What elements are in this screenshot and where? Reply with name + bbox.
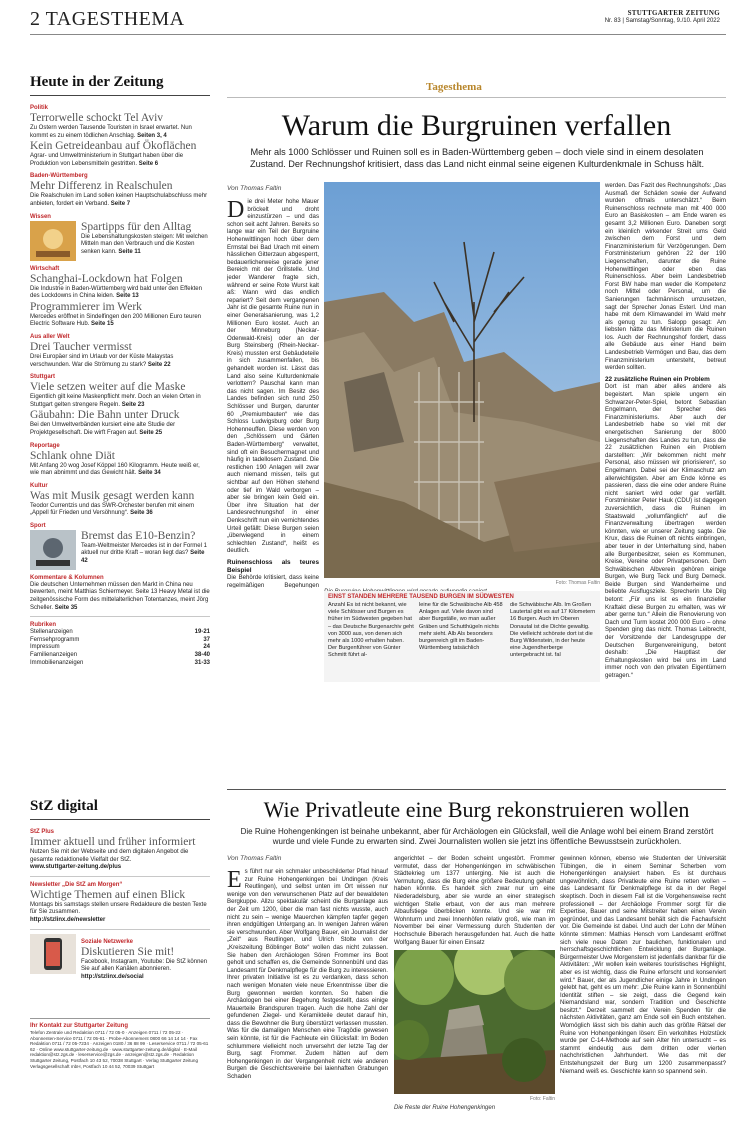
info-box-col: Anzahl Es ist nicht bekannt, wie viele Schlösser und Burgen es früher im Südwesten gegeben hat – das Deutsche Burgenarchiv geht von 3000 aus, von denen sich mehr als 1000 erhalten haben. Der Burgenführer von Günter Schmitt führt al- — [328, 602, 414, 659]
item-text-body: Eigentlich gilt keine Maskenpflicht mehr. Doch an vielen Orten in Stuttgart gelten strengere Regeln. — [30, 394, 201, 408]
contents-item[interactable] — [30, 172, 210, 208]
item-text — [81, 543, 210, 566]
item-text-body: Mercedes eröffnet in Sindelfingen den 200 Millionen Euro teuren Electric Software Hub. — [30, 313, 201, 328]
contact-title: Ihr Kontakt zur Stuttgarter Zeitung — [30, 1018, 210, 1030]
item-headline: Programmierer im Werk — [30, 300, 142, 313]
contact-box — [30, 1014, 210, 1069]
item-headline: Schanghai-Lockdown hat Folgen — [30, 272, 183, 285]
castle-ruin-photo — [324, 182, 600, 578]
rubrik-row — [30, 637, 210, 645]
divider — [30, 616, 210, 617]
divider — [30, 876, 210, 877]
item-text — [30, 125, 210, 140]
photo-illustration — [324, 182, 600, 578]
masthead — [605, 9, 720, 25]
paragraph: s führt nur ein schmaler unbeschilderter Pfad hinauf zur Ruine Hohengenkingen bei Undingen (Kreis Reutlingen), und selbst unten im Ort wissen nur wenige von den verwunschenen Platz auf der bewaldeten Bergkuppe. Allzu spektakulär scheint die Burganlage aus der Zeit um 1200, über die man fast nichts wusste, auch nicht zu sein – wenige Mauerchen kämpfen tapfer gegen ihren endgültigen Untergang an. In wenigen Jahren wären sie verschwunden. Aber Wolfgang Bauer, ein Journalist der „Zeit“ aus Reutlingen, und Ulrich Stolte von der „Kreiszeitung Böblinger Bote“ wollen das nicht zulassen. Sie haben den Archäologen Sören Frommer ins Boot geholt und schaffen es, die Gemeinde Sonnenbühl und das Landesamt für Denkmalpflege für die Burg zu interessieren. Ihrer privaten Initiative ist es zu verdanken, dass schon nach wenigen Monaten viele neue Erkenntnisse über die Burg gewonnen werden konnten. So haben die Archäologen bei einer Begehung festgestellt, dass einige Mauerteile Brandspuren tragen. Auch die hohe Zahl der gefundenen Ziegel- und Keramikteile deutet darauf hin, dass die Bewohner die Burg überstürzt verlassen mussten. Was für die damaligen Menschen eine Tragödie gewesen sein könnte, ist für die Fachleute ein Glücksfall: Im Boden schlummere vielleicht noch unversehrt der letzte Tag der Burg, sagt Frommer. Zudem hätten auf dem Hohengenkingen in der Vergangenheit nicht wie anderen Burgen die Geschichtsvereine bei laienhaften Grabungen Schaden — [227, 868, 388, 1081]
item-text — [81, 234, 210, 257]
rubrik-label: Stellenanzeigen — [30, 629, 73, 636]
promo-text: Facebook, Instagram, Youtube: Die StZ können Sie auf allen Kanälen abonnieren. — [81, 958, 208, 973]
item-headline: Viele setzen weiter auf die Maske — [30, 381, 186, 394]
header-divider — [30, 34, 726, 35]
issue-line: Nr. 83 | Samstag/Sonntag, 9./10. April 2022 — [604, 18, 720, 24]
article2-col3 — [560, 855, 726, 1115]
ruin-photo — [394, 950, 555, 1094]
divider — [227, 789, 726, 790]
rubrik-pages: 19-21 — [194, 629, 210, 636]
divider — [30, 929, 210, 930]
social-promo — [30, 934, 210, 982]
page-ref: Seite 35 — [54, 604, 78, 611]
section-label: Sport — [30, 522, 46, 529]
paragraph: ie drei Meter hohe Mauer bröckelt und droht einzustürzen – und das schon seit acht Jahren. Bereits so lange war ein Teil der Burgruine Hohenwittlingen hoch über dem Ermstal bei Bad Urach mit einem hässlichen Gitterzaun abgesperrt, bedauerlicherweise gerade jener Bereich mit der Grillstelle. Und jeder Wanderer fragte sich, während er seine Rote Wurst kalt aß: Wann wird das endlich repariert? Seit dem vergangenen Jahr ist die gesamte Ruine nun in einer Generalsanierung, was 1,2 Millionen Euro kostet. Auch an der Minneburg (Neckar-Odenwald-Kreis) oder an der Burg Steinsberg (Rhein-Neckar-Kreis) mussten erst Gebäudeteile in sich zusammenfallen, bis gehandelt worden ist. Lässt das Land also seine Kulturdenkmale verlottern? Pauschal kann man das nicht sagen. Im Besitz des Landes befinden sich rund 250 Schlösser und Burgen, darunter 60 „Premiumbauten“ wie das Schloss Ludwigsburg oder Burg Hohenneuffen. Diese werden von den „Schlössern und Gärten Baden-Württemberg“ verwaltet, sind oft ein Besuchermagnet und häufig in tadellosem Zustand. Die restlichen 190 Anlagen will zwar auch niemand missen, teils gut sichtbar auf den Höhen stehend oder tief im Wald verborgen – aber sie bringen kein Geld ein. Über ihre Situation hat der Landesrechnungshof in einer Denkschrift nun ein vernichtendes Urteil gefällt: Diese Burgen seien „überwiegend in einem schlechten Zustand“, heißt es deutlich. — [227, 198, 319, 555]
rubriken-list — [30, 629, 210, 667]
subheading: 22 zusätzliche Ruinen ein Problem — [605, 375, 710, 383]
section-label: Kultur — [30, 482, 48, 489]
byline: Von Thomas Faltin — [227, 855, 282, 862]
info-box-title: EINST STANDEN MEHRERE TAUSEND BURGEN IM SÜDWESTEN — [328, 594, 514, 600]
photo-credit: Foto: Faltin — [529, 1096, 555, 1102]
promo-headline: Diskutieren Sie mit! — [81, 945, 175, 958]
item-headline: Kein Getreideanbau auf Ökoflächen — [30, 140, 197, 153]
dropcap: E — [227, 868, 242, 893]
byline: Von Thomas Faltin — [227, 185, 282, 192]
deck: Mehr als 1000 Schlösser und Ruinen soll es in Baden-Württemberg geben – doch viele sind in einem desolaten Zustand. Der Rechnungshof kritisiert, dass das Land nicht einmal seine eigenen Kulturdenkmale in Schuss hält. — [249, 147, 704, 169]
fuel-pump-photo-icon — [30, 530, 76, 570]
contents-item[interactable] — [30, 574, 210, 612]
contents-item[interactable] — [30, 333, 210, 369]
stz-digital-box — [30, 798, 210, 981]
item-headline: Schlank ohne Diät — [30, 449, 115, 462]
rubrik-label: Familienanzeigen — [30, 652, 78, 659]
contents-list — [30, 104, 210, 612]
rubrik-row — [30, 660, 210, 668]
subheading: Ruinenschloss als teures Beispiel — [227, 558, 319, 574]
photo-illustration — [394, 950, 555, 1094]
page-ref: Seite 34 — [138, 470, 161, 477]
item-text — [30, 286, 210, 301]
social-link[interactable]: http://stzlinx.de/social — [81, 973, 144, 980]
rubrik-row — [30, 644, 210, 652]
item-text-body: Mit Anfang 20 wog Josef Köppel 160 Kilogramm. Heute weiß er, wie man abnimmt und das Gewicht hält. — [30, 462, 200, 477]
kicker: Tagesthema — [426, 81, 482, 93]
promo-text: Nutzen Sie mit der Webseite und dem digitalen Angebot die gesamte redaktionelle Vielfalt der StZ. — [30, 849, 189, 863]
item-with-image — [30, 221, 210, 261]
headline-2: Wie Privatleute eine Burg rekonstruieren wollen — [263, 797, 690, 822]
paragraph: werden. Das Fazit des Rechnungshofs: „Das Ausmaß der Schäden sowie der Aufwand wurden oftmals unterschätzt.“ Beim Ruinenschloss rechnete man mit 400 000 Euro an Basiskosten – am Ende waren es gesamt 3,2 Millionen Euro. Daneben sorgt ein kleinlich wirkender Streit ums Geld zwischen dem Forst und dem Finanzministerium für Verzögerungen. Dem Forstministerium gehören 22 der 190 Liegenschaften, darunter die Ruine Hohenwittlingen oder eben das Ruinenschloss. Aber beim Landesbetrieb Forst BW habe man weder die Kompetenz noch Mittel oder Personal, um die Sanierungen fachmännisch umzusetzen, sagt der Sprecher Jonas Esterl. Und man habe mit dem Klimawandel im Wald mehr als genug zu tun. Salopp gesagt: Am liebsten hätte das Ministerium die Ruinen los. Auch der Rechnungshof fordert, dass alle Gebäude aus einer Hand beim Landesbetrieb Vermögen und Bau, das dem Finanzministerium untersteht, betreut werden sollten. — [605, 182, 726, 372]
rubrik-pages: 37 — [203, 636, 210, 643]
section-label: Stuttgart — [30, 374, 55, 381]
info-box — [324, 591, 600, 682]
page-ref: Seite 22 — [147, 361, 171, 368]
paragraph: Die Behörde kritisiert, dass keine regelmäßigen Begehungen — [227, 574, 319, 588]
contents-item[interactable] — [30, 213, 210, 261]
caption: Die Reste der Ruine Hohengenkingen — [394, 1105, 496, 1111]
paragraph: Dort ist man aber alles andere als begeistert. Man spiele ungern ein Schwarzer-Peter-Spiel, betont Sebastian Engelmann, der Sprecher des Finanzministeriums. Aber auch der Landesbetrieb habe so viel mit der energetischen Sanierung der 8000 Liegenschaften des Landes zu tun, dass die 22 zusätzlichen Ruinen ein Problem darstellten: „Wir bekommen nicht mehr Personal, also müssen wir priorisieren“, so Engelmann. Dabei sei der Klimaschutz am allerwichtigsten. Aber am Ende könne es passieren, dass die eine oder andere Ruine nicht saniert wird oder gar verfällt. Forstminister Peter Hauk (CDU) ist dagegen zuversichtlich, dass die Ruinen im Staatswald „vollumfänglich“ auf die Finanzverwaltung übertragen werden könnten, wie er unserer Zeitung sagte. Die Krux, dass die Ruinen oft nichts einbringen, aber teuer in der Unterhaltung sind, haben alle Burgenbesitzer, seien es Kommunen, Kreise, Vereine oder Privatpersonen. Dem Schwäbischen Albverein gehören einige Burgen, wie Burg Teck und Burg Derneck. Beide Burgen sind Wanderheime und beliebte Ausflugsziele. Sprecherin Ute Dilg betont: „Für uns ist es ein finanzieller Kraftakt diese Burgen zu erhalten, was wir aber gerne tun.“ Allein die Renovierung von Dach und Turm kostet 200 000 Euro – ohne Spenden ging das nicht. Thomas Leibrecht, der Vorsitzende der Landesgruppe der Deutschen Burgenvereinigung, betont deshalb: „Die Hauptlast der Erhaltungskosten wird bei uns im Land immer noch von den privaten Eigentümern getragen.“ — [605, 383, 726, 679]
section-label: Reportage — [30, 442, 60, 449]
item-text — [30, 193, 210, 208]
contact-text: Telefon Zentrale und Redaktion 0711 / 72 05-0 · Anzeigen 0711 / 72 05-22 · Abonnenten-Service 0711 / 72 05-61 · Probe-Abonnement 0800 66 14 14 14 · Fax Redaktion 0711 / 72 05-7234 · Anzeigen 0180 / 36 88 99 · Leserservice 0711 / 72 05-61 62 · Online www.stuttgarter-zeitung.de · www.stuttgarter-zeitung.de/digital · E-Mail redaktion@stz.zgs.de · leserservice@zgs.de · anzeigen@stz.zgs.de · Redaktion Stuttgarter Zeitung, Postfach 10 43 52, 70038 Stuttgart · Verlag Stuttgarter Zeitung Verlagsgesellschaft mbH, Postfach 10 44 52, 70039 Stuttgart — [30, 1030, 209, 1069]
rubrik-label: Impressum — [30, 644, 60, 651]
stz-digital-title: StZ digital — [30, 798, 210, 820]
saving-photo-icon — [30, 221, 76, 261]
item-text-body: Agrar- und Umweltministerium in Stuttgart haben über die Produktion von Lebensmitteln gestritten. — [30, 153, 184, 167]
article2-col1 — [227, 855, 388, 1105]
page-ref: Seite 42 — [81, 550, 205, 565]
info-box-col: die Schwäbische Alb. Im Großen Lautertal gibt es auf 17 Kilometern 16 Burgen. Auch im Oberen Donautal ist die Dichte gewaltig. Die vielleicht schönste dort ist die Burg Wildenstein, in der heute eine Jugendherberge untergebracht ist. fal — [510, 602, 596, 659]
paragraph: angerichtet – der Boden scheint ungestört. Frommer vermutet, dass der Hohengenkingen im schwäbischen Städtekrieg um 1377 unterging. Nie ist auch die Vermutung, dass die Burg eine größere Bedeutung gehabt haben könnte. Es handelt sich zwar nur um eine Niederadelsburg, aber sie wurde an einer strategisch wichtigen Stelle erbaut, von der aus man mehrere Albaufstiege überblicken konnte. Und sie war mit Wohnturm und zwei Innenhöfen relativ groß, wie man im November bei einer Vermessung durch Studenten der Hochschule Biberach herausgefunden hat. Auch die hatte Wolfgang Bauer für einen Einsatz — [394, 855, 555, 946]
item-text-body: Drei Europäer sind im Urlaub vor der Küste Malaystas verschwunden. War die Strömung zu stark? — [30, 353, 174, 368]
contents-item[interactable] — [30, 301, 210, 329]
section-label: Newsletter „Die StZ am Morgen“ — [30, 881, 123, 888]
item-text-body: Die Lebenshaltungskosten steigen: Mit welchen Mitteln man den Verbrauch und die Kosten senken kann. — [81, 233, 208, 255]
item-text-body: Teodor Currentzis und das SWR-Orchester berufen mit einem „Appell für Frieden und Versöhnung“. — [30, 502, 195, 517]
brand-name: STUTTGARTER ZEITUNG — [627, 9, 720, 17]
divider — [227, 97, 726, 98]
item-headline: Was mit Musik gesagt werden kann — [30, 489, 195, 502]
contents-item[interactable] — [30, 140, 210, 168]
item-text — [30, 314, 210, 329]
article1-col1 — [227, 185, 319, 588]
contents-sidebar — [30, 74, 210, 667]
photo-credit: Foto: Thomas Faltin — [555, 580, 600, 586]
rubrik-row — [30, 629, 210, 637]
section-label: Wirtschaft — [30, 265, 60, 272]
deck-2: Die Ruine Hohengenkingen ist beinahe unbekannt, aber für Archäologen ein Glücksfall, weil die Anlage wohl bei einem Brand zerstört wurde und viele Funde zu erwarten sind. Zwei Journalisten wollen sie jetzt ins öffentliche Bewusstsein zurückholen. — [240, 827, 714, 846]
item-headline: Drei Taucher vermisst — [30, 340, 132, 353]
item-with-image — [30, 530, 210, 570]
item-headline: Mehr Differenz in Realschulen — [30, 180, 173, 193]
info-box-columns — [324, 602, 600, 660]
rubriken-title: Rubriken — [30, 622, 57, 629]
page-ref: Seite 7 — [110, 200, 131, 207]
dropcap: D — [227, 198, 245, 223]
section-label: Aus aller Welt — [30, 333, 70, 340]
promo-text: Montags bis samstags stellen unsere Redakteure die besten Texte für Sie zusammen. — [30, 901, 207, 916]
item-text-body: Team-Weltmeister Mercedes ist in der Formel 1 aktuell nur dritte Kraft – woran liegt das? — [81, 542, 207, 557]
headline: Warum die Burgruinen verfallen — [281, 109, 672, 142]
item-text — [30, 582, 210, 612]
section-label: Soziale Netzwerke — [81, 938, 134, 945]
page-ref: Seite 23 — [121, 401, 145, 408]
item-text — [30, 394, 210, 409]
section-label: Wissen — [30, 213, 51, 220]
paragraph: gewinnen können, ebenso wie Studenten der Universität Tübingen, die in einem Seminar Scherben vom Hohengenkingen analysiert haben. Es ist durchaus ungewöhnlich, dass Privatleute eine Ruine retten wollen – das Landesamt für Denkmalpflege ist da in der Regel skeptisch. Doch in diesem Fall ist die Vorgehensweise recht professionell – der Archäologe Frommer sorgt für die Expertise, Bauer und seine Mitstreiter haben einen Verein gegründet, und das Landesamt behält sich die Fachaufsicht vor. Die Gemeinde ist dabei. Und auch der Lohn der Mühen könnte stimmen: Mathias Hensch vom Landesamt eröffnet sich viele neue Daten zur baulichen, funktionalen und herrschaftsgeschichtlichen Entwicklung der Burganlage. Bürgermeister Uwe Morgenstern ist jedenfalls dankbar für die Aktivitäten: „Wir wollen kein weiteres touristisches Highlight, aber es ist wichtig, dass die Ruine erforscht und konserviert wird.“ Bauer, der als Jugendlicher einige Jahre in Undingen gelebt hat, geht es um mehr: „Die Ruine kann in Sonnenbühl Identität stiften – sie zeigt, dass die Gegend kein Niemandsland war, sondern Tradition und Geschichte besitzt.“ Derzeit sammelt der Verein Spenden für die nächsten Aktivitäten, ganz am Ende soll ein Buch entstehen. Womöglich lässt sich bis dahin auch das größte Rätsel der Ruine von Hohengenkingen lösen: Ein verkohltes Holzstück wurde per C-14-Methode auf sein Alter hin untersucht – es stammt eindeutig aus dem dritten oder vierten nachchristlichen Jahrhundert. Wie das mit der Entstehungszeit der Burg um 1200 zusammenpasst? Niemand weiß es. Geschichte kann so spannend sein. — [560, 855, 726, 1075]
article-text — [227, 868, 388, 1108]
section-label: StZ Plus — [30, 829, 55, 835]
item-text-body: Bei den Umweltverbänden kursiert eine alte Studie der Projektgesellschaft. Die wirft Fragen auf. — [30, 422, 176, 436]
contents-item[interactable] — [30, 482, 210, 518]
page-section-title: 2 TAGESTHEMA — [30, 8, 185, 30]
item-text-body: Die Industrie in Baden-Württemberg wird bald unter den Effekten des Lockdowns in China leiden. — [30, 285, 202, 300]
section-label: Kommentare & Kolumnen — [30, 574, 104, 581]
smartphone-photo-icon — [30, 934, 76, 974]
rubrik-pages: 38-40 — [194, 652, 210, 659]
photo-caption-2 — [394, 1096, 555, 1114]
section-label: Politik — [30, 105, 49, 111]
item-text — [30, 153, 210, 168]
page-ref: Seiten 3, 4 — [137, 132, 167, 139]
page-ref: Seite 36 — [130, 510, 153, 517]
article-text — [227, 198, 319, 588]
contents-item[interactable] — [30, 522, 210, 570]
item-headline: Gäubahn: Die Bahn unter Druck — [30, 409, 180, 422]
article1-col3 — [605, 182, 726, 782]
promo-headline: Immer aktuell und früher informiert — [30, 836, 196, 848]
contents-item[interactable] — [30, 265, 210, 301]
contents-title: Heute in der Zeitung — [30, 74, 210, 96]
contents-item[interactable] — [30, 373, 210, 409]
rubrik-label: Fernsehprogramm — [30, 636, 80, 643]
contents-item[interactable] — [30, 442, 210, 478]
page-ref: Seite 13 — [116, 293, 139, 300]
item-headline: Terrorwelle schockt Tel Aviv — [30, 112, 164, 124]
page-ref: Seite 15 — [91, 321, 114, 328]
page-ref: Seite 6 — [138, 160, 159, 167]
item-headline: Spartipps für den Alltag — [81, 220, 192, 233]
item-headline: Bremst das E10-Benzin? — [81, 529, 196, 542]
item-text-body: Zu Ostern werden Tausende Touristen in Israel erwartet. Nun kommt es zu einem tödlichen Anschlag. — [30, 125, 192, 139]
rubrik-pages: 24 — [203, 644, 210, 651]
contents-item[interactable] — [30, 409, 210, 437]
item-text-body: Die Realschulen im Land sollen keinen Hauptschulabschluss mehr anbieten, fordert ein Verband. — [30, 193, 208, 207]
info-box-col: leine für die Schwäbische Alb 458 Anlagen auf. Viele davon sind aber Burgställe, wo man außer Gräben und Schutthügeln nichts mehr sieht. Alb Als besonders burgenreich gilt im Baden-Württemberg tatsächlich — [419, 602, 503, 652]
plus-link[interactable]: www.stuttgarter-zeitung.de/plus — [30, 864, 122, 871]
promo-headline: Wichtige Themen auf einen Blick — [30, 888, 186, 901]
rubrik-pages: 31-33 — [194, 659, 210, 666]
item-text — [30, 354, 210, 369]
contents-item[interactable] — [30, 104, 210, 140]
item-text-body: Die deutschen Unternehmen müssen den Markt in China neu bewerten, meint Matthias Schiermeyer. Seite 13 Heavy Metal ist die zeitgenössische Form des mittelalterlichen Totentanzes, meint Jörg Scheller. — [30, 581, 210, 611]
section-label: Baden-Württemberg — [30, 173, 88, 180]
item-text — [30, 422, 210, 437]
item-text — [30, 463, 210, 478]
page-ref: Seite 11 — [118, 248, 141, 255]
rubriken — [30, 621, 210, 667]
page-ref: Seite 25 — [139, 429, 163, 436]
rubrik-label: Immobilienanzeigen — [30, 659, 84, 666]
article2-col2 — [394, 855, 555, 947]
rubrik-row — [30, 652, 210, 660]
newsletter-link[interactable]: http://stzlinx.de/newsletter — [30, 916, 106, 923]
item-text — [30, 503, 210, 518]
